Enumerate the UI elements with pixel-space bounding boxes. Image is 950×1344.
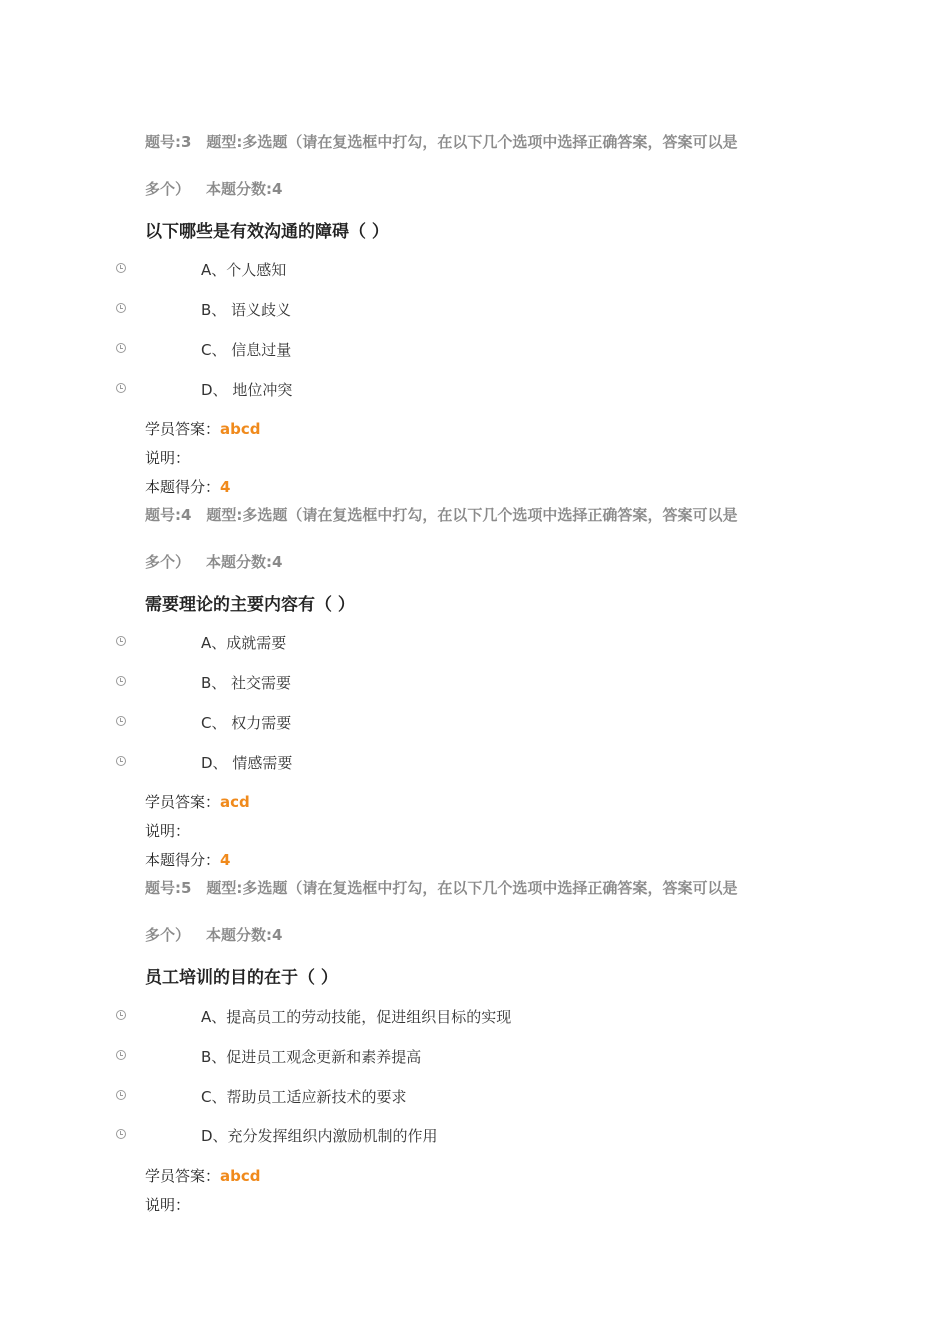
- question-4-option-b: B、 社交需要: [201, 674, 292, 692]
- checkbox-icon[interactable]: [116, 343, 126, 353]
- question-4-option-d: D、 情感需要: [201, 754, 293, 772]
- checkbox-icon[interactable]: [116, 676, 126, 686]
- question-3-note: 说明：: [145, 449, 191, 467]
- question-4-stem: 需要理论的主要内容有（ ）: [145, 595, 355, 615]
- question-4-meta-line1: 题号:4 题型:多选题（请在复选框中打勾，在以下几个选项中选择正确答案，答案可以是: [145, 506, 738, 524]
- question-4-note: 说明：: [145, 822, 191, 840]
- question-4-option-c: C、 权力需要: [201, 714, 292, 732]
- question-5-stem: 员工培训的目的在于（ ）: [145, 968, 338, 988]
- answer-value: abcd: [220, 1167, 261, 1185]
- question-4-score: [145, 849, 230, 870]
- question-5-option-d: D、充分发挥组织内激励机制的作用: [201, 1127, 438, 1145]
- question-3-option-c: C、 信息过量: [201, 341, 292, 359]
- score-label: 本题得分：: [145, 478, 221, 496]
- question-3-meta-multi: 多个）: [145, 180, 191, 198]
- question-4-meta-line2: [145, 551, 282, 572]
- checkbox-icon[interactable]: [116, 1050, 126, 1060]
- checkbox-icon[interactable]: [116, 716, 126, 726]
- checkbox-icon[interactable]: [116, 1010, 126, 1020]
- score-value: 4: [220, 478, 231, 496]
- question-5-meta-multi: 多个）: [145, 926, 191, 944]
- question-3-student-answer: [145, 418, 261, 439]
- checkbox-icon[interactable]: [116, 383, 126, 393]
- question-4-score-value: 本题分数:4: [206, 553, 283, 571]
- answer-label: 学员答案：: [145, 420, 221, 438]
- answer-value: acd: [220, 793, 250, 811]
- checkbox-icon[interactable]: [116, 303, 126, 313]
- checkbox-icon[interactable]: [116, 263, 126, 273]
- question-3-option-a: A、个人感知: [201, 261, 287, 279]
- score-label: 本题得分：: [145, 851, 221, 869]
- answer-label: 学员答案：: [145, 1167, 221, 1185]
- question-5-note: 说明：: [145, 1196, 191, 1214]
- answer-label: 学员答案：: [145, 793, 221, 811]
- question-5-option-c: C、帮助员工适应新技术的要求: [201, 1088, 407, 1106]
- question-3-option-b: B、 语义歧义: [201, 301, 292, 319]
- question-4-meta-multi: 多个）: [145, 553, 191, 571]
- question-5-score-value: 本题分数:4: [206, 926, 283, 944]
- question-3-option-d: D、 地位冲突: [201, 381, 293, 399]
- question-3-score: [145, 476, 230, 497]
- checkbox-icon[interactable]: [116, 756, 126, 766]
- question-3-meta-line1: 题号:3 题型:多选题（请在复选框中打勾，在以下几个选项中选择正确答案，答案可以是: [145, 133, 738, 151]
- question-5-option-a: A、提高员工的劳动技能，促进组织目标的实现: [201, 1008, 512, 1026]
- checkbox-icon[interactable]: [116, 636, 126, 646]
- score-value: 4: [220, 851, 231, 869]
- question-3-meta-line2: [145, 178, 282, 199]
- question-4-student-answer: [145, 791, 250, 812]
- checkbox-icon[interactable]: [116, 1090, 126, 1100]
- answer-value: abcd: [220, 420, 261, 438]
- question-5-option-b: B、促进员工观念更新和素养提高: [201, 1048, 422, 1066]
- question-3-stem: 以下哪些是有效沟通的障碍（ ）: [145, 222, 389, 242]
- question-3-score-value: 本题分数:4: [206, 180, 283, 198]
- question-5-student-answer: [145, 1165, 261, 1186]
- question-5-meta-line1: 题号:5 题型:多选题（请在复选框中打勾，在以下几个选项中选择正确答案，答案可以是: [145, 879, 738, 897]
- checkbox-icon[interactable]: [116, 1129, 126, 1139]
- question-5-meta-line2: [145, 924, 282, 945]
- question-4-option-a: A、成就需要: [201, 634, 287, 652]
